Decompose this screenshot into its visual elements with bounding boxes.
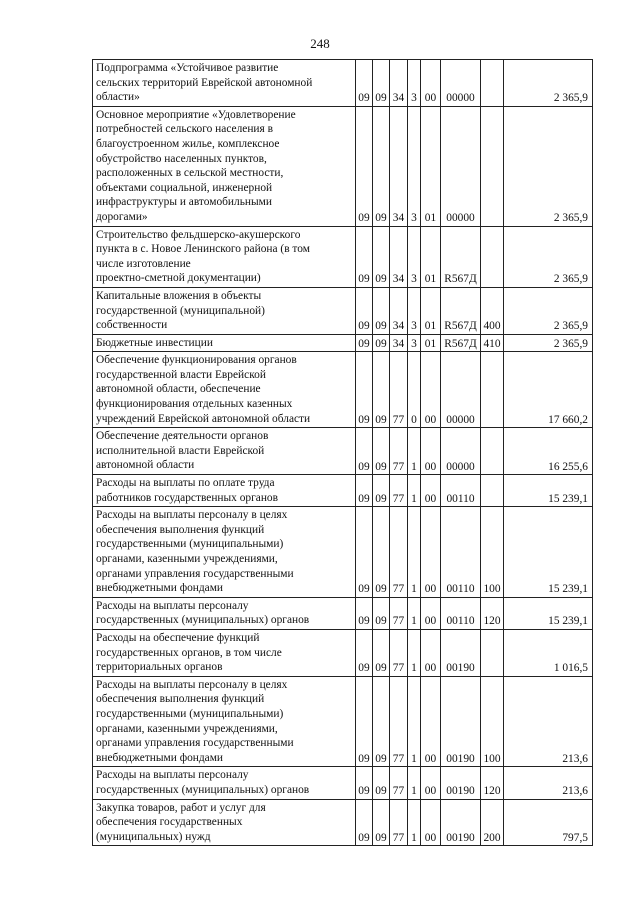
cell-cs4: 00190 (441, 676, 481, 767)
cell-sum: 213,6 (504, 767, 593, 799)
table-row (93, 507, 593, 598)
cell-sum: 15 239,1 (504, 507, 593, 598)
cell-rz: 09 (356, 507, 373, 598)
cell-sum: 2 365,9 (504, 287, 593, 334)
cell-cs1: 34 (390, 334, 408, 352)
row-name-line: исполнительной власти Еврейской (96, 444, 265, 457)
cell-pr: 09 (373, 287, 390, 334)
cell-rz: 09 (356, 676, 373, 767)
cell-cs1: 77 (390, 352, 408, 428)
row-name-line: автономной области, обеспечение (96, 383, 261, 396)
cell-cs4: 00000 (441, 106, 481, 226)
row-name-line: государственных (муниципальных) органов (96, 783, 310, 796)
cell-cs3: 00 (421, 799, 441, 846)
row-name-line: (муниципальных) нужд (96, 830, 211, 843)
row-name-cell (93, 352, 356, 428)
row-name-cell (93, 287, 356, 334)
table-row (93, 676, 593, 767)
row-name-line: объектами социальной, инженерной (96, 181, 273, 194)
cell-cs1: 77 (390, 767, 408, 799)
row-name-line: автономной области (96, 459, 195, 472)
page-number: 248 (310, 36, 330, 51)
cell-vr: 400 (481, 287, 504, 334)
row-name-line: расположенных в сельской местности, (96, 167, 284, 180)
row-name-line: сельских территорий Еврейской автономной (96, 76, 313, 89)
row-name-line: государственной власти Еврейской (96, 368, 266, 381)
cell-cs3: 01 (421, 334, 441, 352)
cell-pr: 09 (373, 629, 390, 676)
cell-pr: 09 (373, 334, 390, 352)
cell-cs4: 00000 (441, 428, 481, 475)
row-name-line: государственных (муниципальных) органов (96, 614, 310, 627)
cell-sum: 15 239,1 (504, 475, 593, 507)
cell-pr: 09 (373, 60, 390, 107)
cell-cs4: 00000 (441, 352, 481, 428)
row-name-line: Закупка товаров, работ и услуг для (96, 801, 266, 814)
row-name-line: пункта в с. Новое Ленинского района (в том (96, 243, 310, 256)
cell-vr (481, 629, 504, 676)
row-name-cell (93, 475, 356, 507)
row-name-line: Расходы на обеспечение функций (96, 631, 260, 644)
row-name-line: работников государственных органов (96, 491, 279, 504)
row-name-cell (93, 226, 356, 287)
cell-sum: 17 660,2 (504, 352, 593, 428)
row-name-line: территориальных органов (96, 661, 223, 674)
row-name-line: внебюджетными фондами (96, 582, 224, 595)
cell-cs2: 0 (408, 352, 421, 428)
cell-rz: 09 (356, 597, 373, 629)
cell-pr: 09 (373, 352, 390, 428)
row-name-line: числе изготовление (96, 257, 191, 270)
row-name-line: государственными (муниципальными) (96, 538, 284, 551)
table-body (93, 60, 593, 846)
cell-cs2: 3 (408, 106, 421, 226)
row-name-line: проектно-сметной документации) (96, 272, 261, 285)
cell-sum: 16 255,6 (504, 428, 593, 475)
row-name-line: благоустроенном жилье, комплексное (96, 137, 280, 150)
cell-vr (481, 428, 504, 475)
row-name-line: Обеспечение деятельности органов (96, 430, 269, 443)
row-name-line: области» (96, 91, 140, 104)
cell-cs1: 77 (390, 428, 408, 475)
cell-rz: 09 (356, 60, 373, 107)
cell-cs3: 00 (421, 475, 441, 507)
row-name-line: органами, казенными учреждениями, (96, 553, 278, 565)
cell-cs2: 1 (408, 428, 421, 475)
row-name-cell (93, 676, 356, 767)
cell-cs3: 00 (421, 767, 441, 799)
row-name-line: органами, казенными учреждениями, (96, 722, 278, 735)
cell-pr: 09 (373, 597, 390, 629)
row-name-line: внебюджетными фондами (96, 751, 224, 764)
cell-pr: 09 (373, 507, 390, 598)
cell-cs4: 00190 (441, 629, 481, 676)
cell-cs1: 77 (390, 475, 408, 507)
cell-cs3: 00 (421, 597, 441, 629)
cell-rz: 09 (356, 767, 373, 799)
row-name-cell (93, 629, 356, 676)
row-name-line: Расходы на выплаты персоналу (96, 769, 249, 782)
cell-cs2: 1 (408, 676, 421, 767)
cell-cs3: 00 (421, 352, 441, 428)
cell-rz: 09 (356, 106, 373, 226)
cell-cs2: 1 (408, 475, 421, 507)
row-name-line: органами управления государственными (96, 567, 294, 580)
row-name-line: Расходы на выплаты персоналу в целях (96, 509, 288, 522)
cell-sum: 1 016,5 (504, 629, 593, 676)
row-name-line: государственных органов, в том числе (96, 646, 282, 659)
cell-cs2: 3 (408, 334, 421, 352)
cell-rz: 09 (356, 334, 373, 352)
row-name-line: функционирования отдельных казенных (96, 398, 293, 411)
cell-rz: 09 (356, 287, 373, 334)
cell-pr: 09 (373, 106, 390, 226)
row-name-cell (93, 106, 356, 226)
cell-cs1: 77 (390, 676, 408, 767)
table-row (93, 629, 593, 676)
cell-sum: 15 239,1 (504, 597, 593, 629)
table-row (93, 226, 593, 287)
row-name-line: Капитальные вложения в объекты (96, 289, 262, 302)
cell-sum: 213,6 (504, 676, 593, 767)
cell-vr: 120 (481, 597, 504, 629)
cell-cs3: 01 (421, 106, 441, 226)
cell-vr (481, 226, 504, 287)
cell-pr: 09 (373, 226, 390, 287)
row-name-line: Подпрограмма «Устойчивое развитие (96, 62, 279, 74)
row-name-line: дорогами» (96, 210, 148, 223)
row-name-line: собственности (96, 319, 168, 332)
cell-cs3: 01 (421, 226, 441, 287)
row-name-line: обеспечения выполнения функций (96, 523, 265, 536)
row-name-cell (93, 60, 356, 107)
cell-pr: 09 (373, 676, 390, 767)
row-name-cell (93, 767, 356, 799)
cell-cs1: 34 (390, 60, 408, 107)
cell-cs4: 00190 (441, 799, 481, 846)
cell-vr (481, 106, 504, 226)
cell-vr (481, 352, 504, 428)
row-name-line: Строительство фельдшерско-акушерского (96, 228, 301, 241)
table-row (93, 475, 593, 507)
cell-cs4: 00110 (441, 475, 481, 507)
cell-cs2: 1 (408, 629, 421, 676)
cell-cs2: 1 (408, 799, 421, 846)
cell-rz: 09 (356, 475, 373, 507)
row-name-line: Обеспечение функционирования органов (96, 354, 297, 367)
cell-cs3: 00 (421, 428, 441, 475)
cell-cs4: R567Д (441, 287, 481, 334)
cell-sum: 2 365,9 (504, 226, 593, 287)
cell-rz: 09 (356, 629, 373, 676)
cell-cs4: 00190 (441, 767, 481, 799)
cell-cs1: 34 (390, 106, 408, 226)
row-name-line: учреждений Еврейской автономной области (96, 412, 311, 425)
cell-vr (481, 475, 504, 507)
table-row (93, 597, 593, 629)
row-name-cell (93, 799, 356, 846)
row-name-line: государственной (муниципальной) (96, 304, 265, 317)
cell-vr: 120 (481, 767, 504, 799)
cell-pr: 09 (373, 428, 390, 475)
table-row (93, 287, 593, 334)
row-name-line: Расходы на выплаты персоналу в целях (96, 678, 288, 691)
cell-vr: 100 (481, 507, 504, 598)
cell-rz: 09 (356, 352, 373, 428)
cell-rz: 09 (356, 226, 373, 287)
cell-cs2: 3 (408, 226, 421, 287)
row-name-line: государственными (муниципальными) (96, 707, 284, 720)
row-name-line: Бюджетные инвестиции (96, 336, 213, 349)
cell-cs4: 00110 (441, 597, 481, 629)
table-row (93, 60, 593, 107)
cell-rz: 09 (356, 428, 373, 475)
cell-cs2: 1 (408, 767, 421, 799)
row-name-cell (93, 597, 356, 629)
row-name-line: Основное мероприятие «Удовлетворение (96, 108, 296, 121)
cell-cs2: 3 (408, 60, 421, 107)
table-row (93, 106, 593, 226)
row-name-line: обеспечения государственных (96, 816, 243, 829)
cell-cs1: 77 (390, 597, 408, 629)
cell-cs3: 00 (421, 676, 441, 767)
cell-cs1: 77 (390, 629, 408, 676)
table-row (93, 334, 593, 352)
cell-cs1: 34 (390, 287, 408, 334)
cell-cs2: 1 (408, 507, 421, 598)
table-row (93, 799, 593, 846)
cell-cs4: 00000 (441, 60, 481, 107)
cell-cs4: R567Д (441, 334, 481, 352)
cell-sum: 2 365,9 (504, 106, 593, 226)
cell-pr: 09 (373, 799, 390, 846)
cell-vr (481, 60, 504, 107)
row-name-line: обустройство населенных пунктов, (96, 152, 267, 165)
row-name-line: обеспечения выполнения функций (96, 693, 265, 706)
cell-cs1: 34 (390, 226, 408, 287)
cell-cs1: 77 (390, 799, 408, 846)
cell-cs3: 01 (421, 287, 441, 334)
cell-rz: 09 (356, 799, 373, 846)
cell-pr: 09 (373, 475, 390, 507)
cell-vr: 200 (481, 799, 504, 846)
row-name-line: Расходы на выплаты по оплате труда (96, 477, 275, 490)
budget-table (92, 59, 593, 846)
table-row (93, 767, 593, 799)
cell-pr: 09 (373, 767, 390, 799)
cell-cs4: R567Д (441, 226, 481, 287)
cell-cs2: 3 (408, 287, 421, 334)
row-name-line: потребностей сельского населения в (96, 123, 273, 136)
cell-vr: 100 (481, 676, 504, 767)
cell-cs4: 00110 (441, 507, 481, 598)
row-name-cell (93, 428, 356, 475)
row-name-line: органами управления государственными (96, 737, 294, 750)
cell-vr: 410 (481, 334, 504, 352)
cell-cs3: 00 (421, 60, 441, 107)
row-name-cell (93, 507, 356, 598)
table-row (93, 352, 593, 428)
cell-sum: 797,5 (504, 799, 593, 846)
cell-sum: 2 365,9 (504, 334, 593, 352)
cell-cs2: 1 (408, 597, 421, 629)
cell-cs1: 77 (390, 507, 408, 598)
row-name-cell (93, 334, 356, 352)
table-row (93, 428, 593, 475)
row-name-line: Расходы на выплаты персоналу (96, 599, 249, 612)
cell-sum: 2 365,9 (504, 60, 593, 107)
cell-cs3: 00 (421, 629, 441, 676)
row-name-line: инфраструктуры и автомобильными (96, 196, 272, 209)
cell-cs3: 00 (421, 507, 441, 598)
